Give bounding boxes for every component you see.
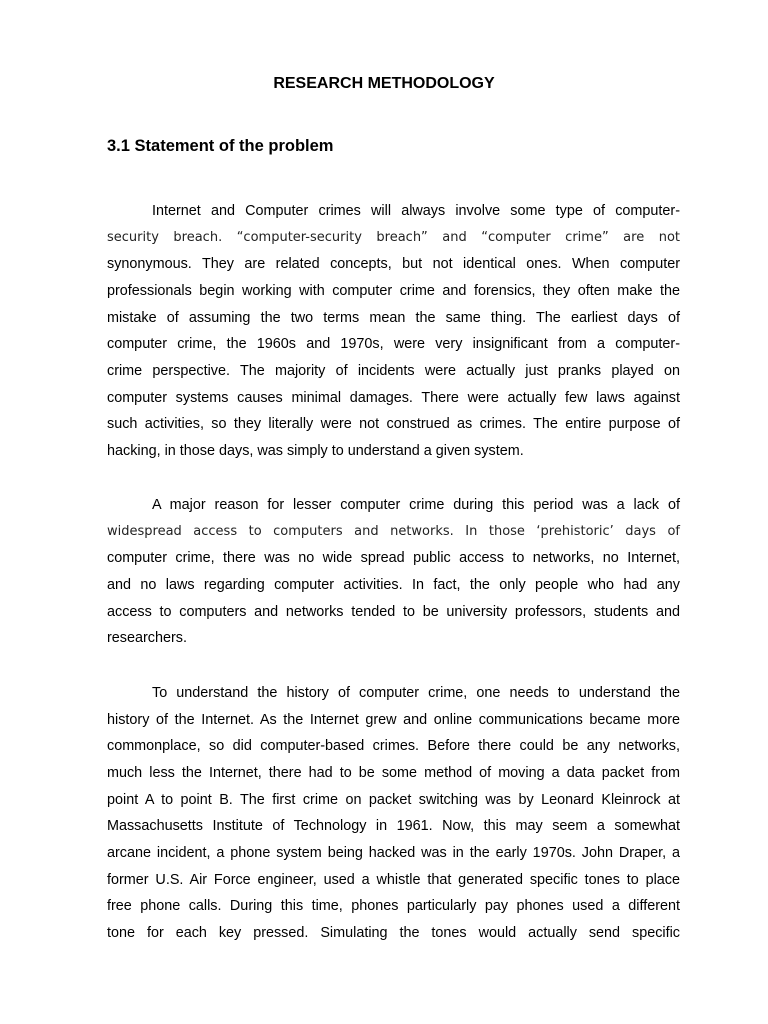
paragraph-line: commonplace, so did computer-based crimes. Before there could be any networks,: [107, 738, 680, 755]
section-heading: 3.1 Statement of the problem: [107, 137, 334, 155]
paragraph-line: tone for each key pressed. Simulating the tones would actually send specific: [107, 924, 680, 941]
paragraph-line: professionals begin working with computer crime and forensics, they often make the: [107, 282, 680, 299]
paragraph-line: computer crime, the 1960s and 1970s, were very insignificant from a computer-: [107, 336, 680, 353]
paragraph-3: [107, 680, 680, 947]
paragraph-line: Internet and Computer crimes will always involve some type of computer-: [152, 203, 680, 219]
paragraph-line: crime perspective. The majority of incidents were actually just pranks played on: [107, 362, 680, 379]
paragraph-line: and no laws regarding computer activities. In fact, the only people who had any: [107, 576, 680, 593]
paragraph-line: access to computers and networks tended to be university professors, students and: [107, 603, 680, 620]
paragraph-line: such activities, so they literally were not construed as crimes. The entire purpose of: [107, 416, 680, 433]
paragraph-line: arcane incident, a phone system being hacked was in the early 1970s. John Draper, a: [107, 844, 680, 861]
paragraph-line: widespread access to computers and networks. In those ‘prehistoric’ days of: [107, 523, 680, 539]
paragraph-line: hacking, in those days, was simply to understand a given system.: [107, 442, 524, 459]
paragraph-line: computer crime, there was no wide spread public access to networks, no Internet,: [107, 550, 680, 567]
paragraph-line: mistake of assuming the two terms mean the same thing. The earliest days of: [107, 309, 680, 326]
paragraph-line: free phone calls. During this time, phones particularly pay phones used a different: [107, 898, 680, 915]
paragraph-line: much less the Internet, there had to be some method of moving a data packet from: [107, 764, 680, 781]
paragraph-1: [107, 198, 680, 465]
paragraph-2: [107, 492, 680, 652]
paragraph-line: former U.S. Air Force engineer, used a whistle that generated specific tones to place: [107, 871, 680, 888]
paragraph-line: point A to point B. The first crime on packet switching was by Leonard Kleinrock at: [107, 791, 680, 808]
paragraph-line: A major reason for lesser computer crime during this period was a lack of: [152, 497, 680, 513]
paragraph-line: synonymous. They are related concepts, but not identical ones. When computer: [107, 256, 680, 273]
paragraph-line: To understand the history of computer crime, one needs to understand the: [152, 685, 680, 701]
document-title: RESEARCH METHODOLOGY: [273, 75, 495, 92]
paragraph-line: researchers.: [107, 630, 187, 647]
paragraph-line: Massachusetts Institute of Technology in 1961. Now, this may seem a somewhat: [107, 818, 680, 835]
paragraph-line: history of the Internet. As the Internet grew and online communications became more: [107, 711, 680, 728]
paragraph-line: computer systems causes minimal damages. There were actually few laws against: [107, 389, 680, 406]
paragraph-line: security breach. “computer-security breach” and “computer crime” are not: [107, 229, 680, 245]
